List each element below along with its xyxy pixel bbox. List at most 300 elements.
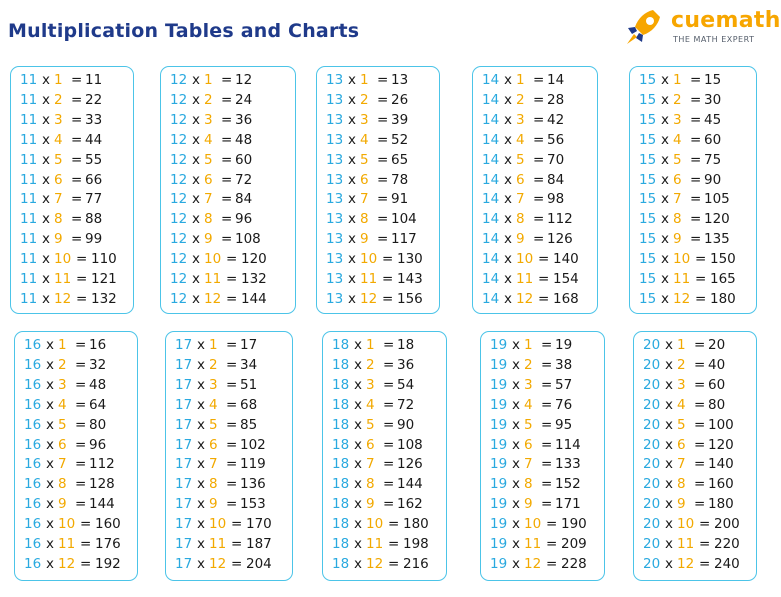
table-base-number: 14 [482,91,500,108]
equals-sign: = [533,72,545,88]
equals-sign: = [695,290,707,307]
equals-sign: = [377,131,389,148]
times-sign: x [354,555,362,572]
equals-sign: = [541,456,553,473]
equals-sign: = [538,271,550,287]
times-sign: x [46,516,54,533]
equals-sign: = [533,171,545,188]
multiplier: 9 [366,496,375,513]
times-sign: x [42,211,50,228]
equals-sign: = [377,231,389,248]
times-sign: x [46,376,54,393]
table-base-number: 15 [639,72,657,88]
multiplier: 8 [58,476,67,493]
equals-sign: = [377,151,389,168]
multiplier: 2 [677,356,686,373]
times-sign: x [665,356,673,373]
equals-sign: = [694,456,706,473]
times-sign: x [665,516,673,533]
table-base-number: 18 [332,516,350,533]
multiplier: 8 [366,476,375,493]
multiplier: 8 [673,211,682,228]
times-sign: x [354,516,362,533]
multiplier: 2 [360,91,369,108]
multiplier: 10 [360,251,378,268]
multiplier: 2 [209,356,218,373]
multiplier: 9 [516,231,525,248]
product: 40 [708,356,726,373]
multiplier: 7 [516,191,525,208]
table-base-number: 19 [490,396,508,413]
multiplier: 6 [360,171,369,188]
multiplier: 6 [673,171,682,188]
table-base-number: 18 [332,416,350,433]
equals-sign: = [377,72,389,88]
table-base-number: 17 [175,396,193,413]
times-sign: x [354,416,362,433]
table-base-number: 15 [639,171,657,188]
table-card-11 [10,66,134,314]
product: 34 [240,356,258,373]
product: 45 [704,111,722,128]
brand-tagline: THE MATH EXPERT [673,35,755,44]
equals-sign: = [383,396,395,413]
times-sign: x [197,396,205,413]
times-sign: x [348,91,356,108]
multiplier: 10 [366,516,384,533]
multiplier: 6 [677,436,686,453]
multiplier: 6 [366,436,375,453]
times-sign: x [504,171,512,188]
times-sign: x [512,356,520,373]
times-sign: x [197,416,205,433]
product: 180 [403,516,429,533]
table-base-number: 11 [20,72,38,88]
product: 150 [710,251,736,268]
table-base-number: 16 [24,436,42,453]
equals-sign: = [76,251,88,268]
product: 180 [710,290,736,307]
table-base-number: 20 [643,496,661,513]
multiplier: 9 [524,496,533,513]
times-sign: x [504,231,512,248]
times-sign: x [354,356,362,373]
equals-sign: = [226,376,238,393]
product: 60 [708,376,726,393]
multiplier: 6 [54,171,63,188]
table-base-number: 18 [332,476,350,493]
product: 38 [555,356,573,373]
times-sign: x [661,171,669,188]
table-base-number: 12 [170,171,188,188]
table-base-number: 13 [326,151,344,168]
product: 44 [85,131,103,148]
multiplier: 5 [516,151,525,168]
equals-sign: = [226,271,238,287]
multiplier: 2 [673,91,682,108]
product: 14 [547,72,565,88]
equals-sign: = [377,211,389,228]
equals-sign: = [694,436,706,453]
times-sign: x [354,436,362,453]
table-base-number: 17 [175,416,193,433]
multiplier: 11 [58,536,76,552]
table-base-number: 11 [20,91,38,108]
product: 90 [704,171,722,188]
equals-sign: = [71,171,83,188]
multiplier: 7 [673,191,682,208]
product: 12 [235,72,253,88]
multiplier: 4 [204,131,213,148]
product: 160 [708,476,734,493]
table-base-number: 15 [639,111,657,128]
product: 200 [714,516,740,533]
equals-sign: = [541,436,553,453]
equals-sign: = [382,271,394,287]
equals-sign: = [76,271,88,287]
equals-sign: = [377,191,389,208]
equals-sign: = [546,555,558,572]
product: 33 [85,111,103,128]
table-base-number: 15 [639,191,657,208]
page-title: Multiplication Tables and Charts [8,20,360,42]
times-sign: x [192,191,200,208]
equals-sign: = [75,356,87,373]
product: 84 [235,191,253,208]
product: 120 [241,251,267,268]
multiplier: 6 [204,171,213,188]
product: 80 [708,396,726,413]
table-card-13 [316,66,440,314]
product: 187 [246,536,272,552]
product: 192 [95,555,121,572]
product: 91 [391,191,409,208]
times-sign: x [197,337,205,353]
table-card-18 [322,331,447,581]
product: 180 [708,496,734,513]
product: 95 [555,416,573,433]
multiplier: 3 [54,111,63,128]
product: 240 [714,555,740,572]
multiplier: 7 [209,456,218,473]
equals-sign: = [533,191,545,208]
equals-sign: = [221,151,233,168]
product: 209 [561,536,587,552]
times-sign: x [512,416,520,433]
times-sign: x [661,91,669,108]
equals-sign: = [695,271,707,287]
equals-sign: = [699,555,711,572]
equals-sign: = [226,436,238,453]
times-sign: x [46,555,54,572]
table-card-17 [165,331,293,581]
product: 11 [85,72,103,88]
equals-sign: = [226,251,238,268]
table-base-number: 18 [332,356,350,373]
multiplier: 1 [524,337,533,353]
equals-sign: = [80,516,92,533]
multiplier: 4 [58,396,67,413]
product: 170 [246,516,272,533]
product: 112 [547,211,573,228]
product: 70 [547,151,565,168]
multiplier: 12 [360,290,378,307]
times-sign: x [665,456,673,473]
times-sign: x [197,496,205,513]
times-sign: x [504,191,512,208]
times-sign: x [512,555,520,572]
product: 144 [241,290,267,307]
table-base-number: 19 [490,337,508,353]
equals-sign: = [221,111,233,128]
product: 75 [704,151,722,168]
equals-sign: = [75,376,87,393]
product: 78 [391,171,409,188]
equals-sign: = [690,211,702,228]
equals-sign: = [383,436,395,453]
times-sign: x [197,536,205,552]
times-sign: x [197,456,205,473]
multiplier: 7 [677,456,686,473]
multiplier: 8 [209,476,218,493]
product: 36 [235,111,253,128]
table-base-number: 13 [326,91,344,108]
times-sign: x [665,337,673,353]
times-sign: x [504,111,512,128]
equals-sign: = [75,496,87,513]
multiplier: 9 [54,231,63,248]
table-base-number: 13 [326,251,344,268]
table-base-number: 19 [490,476,508,493]
equals-sign: = [541,376,553,393]
equals-sign: = [221,231,233,248]
multiplier: 3 [677,376,686,393]
table-base-number: 14 [482,151,500,168]
equals-sign: = [75,416,87,433]
table-base-number: 20 [643,376,661,393]
multiplier: 7 [58,456,67,473]
multiplier: 12 [54,290,72,307]
multiplier: 5 [58,416,67,433]
multiplier: 11 [360,271,378,287]
times-sign: x [46,337,54,353]
table-base-number: 18 [332,555,350,572]
product: 128 [89,476,115,493]
equals-sign: = [383,496,395,513]
equals-sign: = [221,131,233,148]
multiplier: 12 [673,290,691,307]
table-base-number: 16 [24,456,42,473]
times-sign: x [42,91,50,108]
table-card-20 [633,331,757,581]
product: 168 [553,290,579,307]
equals-sign: = [690,91,702,108]
times-sign: x [192,251,200,268]
times-sign: x [348,171,356,188]
product: 84 [547,171,565,188]
multiplier: 9 [204,231,213,248]
times-sign: x [661,191,669,208]
equals-sign: = [226,416,238,433]
table-card-12 [160,66,296,314]
equals-sign: = [690,72,702,88]
times-sign: x [192,211,200,228]
table-base-number: 11 [20,171,38,188]
times-sign: x [661,271,669,287]
times-sign: x [348,271,356,287]
times-sign: x [42,231,50,248]
table-base-number: 11 [20,151,38,168]
product: 76 [555,396,573,413]
product: 90 [397,416,415,433]
multiplier: 5 [677,416,686,433]
table-base-number: 12 [170,151,188,168]
times-sign: x [348,72,356,88]
multiplier: 2 [516,91,525,108]
product: 120 [704,211,730,228]
product: 57 [555,376,573,393]
times-sign: x [348,191,356,208]
table-base-number: 18 [332,396,350,413]
times-sign: x [42,271,50,287]
times-sign: x [665,476,673,493]
multiplier: 5 [524,416,533,433]
table-base-number: 19 [490,356,508,373]
multiplier: 12 [58,555,76,572]
multiplier: 1 [673,72,682,88]
times-sign: x [665,376,673,393]
multiplier: 9 [360,231,369,248]
product: 105 [704,191,730,208]
table-base-number: 16 [24,476,42,493]
table-card-16 [14,331,138,581]
table-base-number: 15 [639,231,657,248]
multiplier: 2 [54,91,63,108]
multiplier: 10 [524,516,542,533]
table-base-number: 19 [490,436,508,453]
table-base-number: 14 [482,251,500,268]
times-sign: x [354,396,362,413]
times-sign: x [504,151,512,168]
times-sign: x [665,555,673,572]
product: 152 [555,476,581,493]
product: 140 [553,251,579,268]
times-sign: x [665,536,673,552]
times-sign: x [348,151,356,168]
table-base-number: 20 [643,436,661,453]
equals-sign: = [231,516,243,533]
table-base-number: 14 [482,211,500,228]
table-base-number: 11 [20,231,38,248]
times-sign: x [348,131,356,148]
multiplier: 12 [524,555,542,572]
table-base-number: 11 [20,290,38,307]
equals-sign: = [533,211,545,228]
product: 32 [89,356,107,373]
times-sign: x [504,251,512,268]
multiplier: 4 [360,131,369,148]
table-base-number: 11 [20,251,38,268]
table-base-number: 17 [175,456,193,473]
brand-name: cuemath [671,8,781,33]
times-sign: x [192,171,200,188]
equals-sign: = [221,211,233,228]
times-sign: x [661,290,669,307]
table-base-number: 17 [175,536,193,552]
multiplier: 7 [204,191,213,208]
table-base-number: 14 [482,131,500,148]
product: 39 [391,111,409,128]
multiplier: 5 [54,151,63,168]
table-base-number: 12 [170,91,188,108]
product: 72 [397,396,415,413]
equals-sign: = [383,376,395,393]
table-base-number: 14 [482,111,500,128]
multiplier: 11 [209,536,227,552]
times-sign: x [661,251,669,268]
table-base-number: 12 [170,271,188,287]
times-sign: x [46,456,54,473]
product: 19 [555,337,573,353]
equals-sign: = [541,396,553,413]
product: 98 [547,191,565,208]
table-base-number: 19 [490,376,508,393]
table-base-number: 13 [326,131,344,148]
times-sign: x [46,356,54,373]
times-sign: x [197,376,205,393]
table-base-number: 13 [326,290,344,307]
product: 55 [85,151,103,168]
times-sign: x [504,72,512,88]
product: 220 [714,536,740,552]
table-card-14 [472,66,598,314]
product: 204 [246,555,272,572]
multiplier: 1 [366,337,375,353]
times-sign: x [348,290,356,307]
product: 176 [95,536,121,552]
table-base-number: 17 [175,496,193,513]
product: 165 [710,271,736,287]
equals-sign: = [377,171,389,188]
table-base-number: 20 [643,416,661,433]
multiplier: 8 [360,211,369,228]
product: 136 [240,476,266,493]
table-base-number: 11 [20,131,38,148]
product: 15 [704,72,722,88]
table-base-number: 19 [490,516,508,533]
table-base-number: 14 [482,191,500,208]
times-sign: x [192,111,200,128]
multiplier: 3 [673,111,682,128]
product: 198 [403,536,429,552]
equals-sign: = [695,251,707,268]
table-base-number: 19 [490,555,508,572]
product: 216 [403,555,429,572]
product: 30 [704,91,722,108]
multiplier: 12 [677,555,695,572]
multiplier: 1 [204,72,213,88]
product: 162 [397,496,423,513]
equals-sign: = [383,416,395,433]
times-sign: x [354,476,362,493]
table-base-number: 18 [332,496,350,513]
equals-sign: = [541,496,553,513]
table-base-number: 18 [332,456,350,473]
equals-sign: = [377,111,389,128]
table-base-number: 16 [24,416,42,433]
multiplier: 3 [58,376,67,393]
times-sign: x [192,290,200,307]
